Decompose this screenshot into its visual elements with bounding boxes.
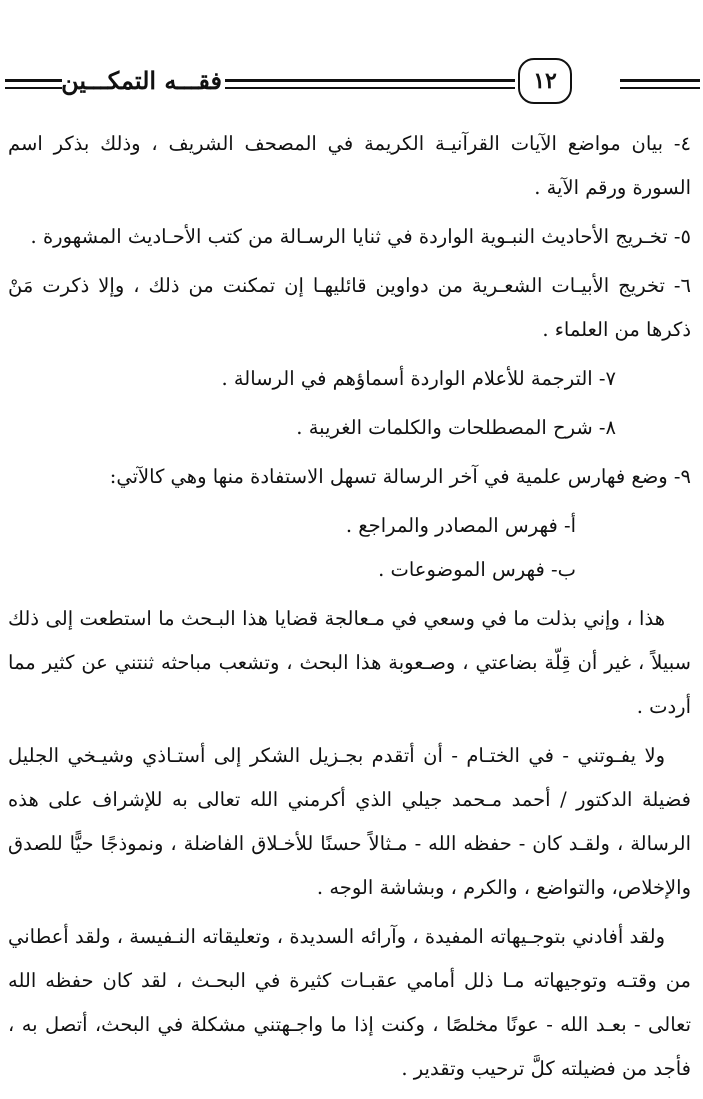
page-body	[8, 122, 691, 1096]
sub-item-a: أ- فهرس المصادر والمراجع .	[345, 514, 576, 537]
paragraph-item-4: ٤- بيان مواضع الآيات القرآنيـة الكريمة في المصحف الشريف ، وذلك بذكر اسم السورة ورقم الآية .	[8, 132, 691, 199]
list-item-8: ٨- شرح المصطلحات والكلمات الغريبة .	[296, 416, 616, 439]
paragraph-closing-1: هذا ، وإني بذلت ما في وسعي في مـعالجة قضايا هذا البـحث ما استطعت إلى ذلك سبيلاً ، غير أن قِلّة بضاعتي ، وصـعوبة هذا البحث ، وتشعب مباحثه ثنتني عن كثير مما أردت .	[8, 607, 691, 718]
paragraph-closing-2: ولا يفـوتني - في الختـام - أن أتقدم بجـزيل الشكر إلى أستـاذي وشيـخي الجليل فضيلة الدكتور / أحمد مـحمد جيلي الذي أكرمني الله تعالى به للإشراف على هذه الرسالة ، ولقـد كان - حفظه الله - مـثالاً حسنًا للأخـلاق الفاضلة ، ونموذجًا حيًّا للصدق والإخلاص، والتواضع ، والكرم ، وبشاشة الوجه .	[8, 744, 691, 899]
header-rule-right	[620, 79, 700, 89]
list-item-7: ٧- الترجمة للأعلام الواردة أسماؤهم في الرسالة .	[221, 367, 616, 390]
header-rule-middle	[225, 79, 515, 89]
sub-item-b: ب- فهرس الموضوعات .	[378, 558, 576, 581]
page-header	[0, 52, 703, 122]
paragraph-closing-3: ولقد أفادني بتوجـيهاته المفيدة ، وآرائه السديدة ، وتعليقاته النـفيسة ، ولقد أعطاني من وقتـه وتوجيهاته مـا ذلل أمامي عقبـات كثيرة في البحـث ، لقد كان حفظه الله تعالى - بعـد الله - عونًا مخلصًا ، وكنت إذا ما واجـهتني مشكلة في البحث، أتصل به ، فأجد من فضيلته كلَّ ترحيب وتقدير .	[8, 925, 691, 1080]
paragraph-item-6: ٦- تخريج الأبيـات الشعـرية من دواوين قائليهـا إن تمكنت من ذلك ، وإلا ذكرت مَنْ ذكرها من العلماء .	[8, 274, 691, 341]
page-number: ١٢	[518, 58, 572, 104]
paragraph-item-5: ٥- تخـريج الأحاديث النبـوية الواردة في ثنايا الرسـالة من كتب الأحـاديث المشهورة .	[30, 225, 691, 248]
running-title: فقـــه التمكـــين	[61, 66, 222, 95]
paragraph-item-9: ٩- وضع فهارس علمية في آخر الرسالة تسهل الاستفادة منها وهي كالآتي:	[109, 465, 691, 488]
header-rule-left	[5, 79, 62, 89]
